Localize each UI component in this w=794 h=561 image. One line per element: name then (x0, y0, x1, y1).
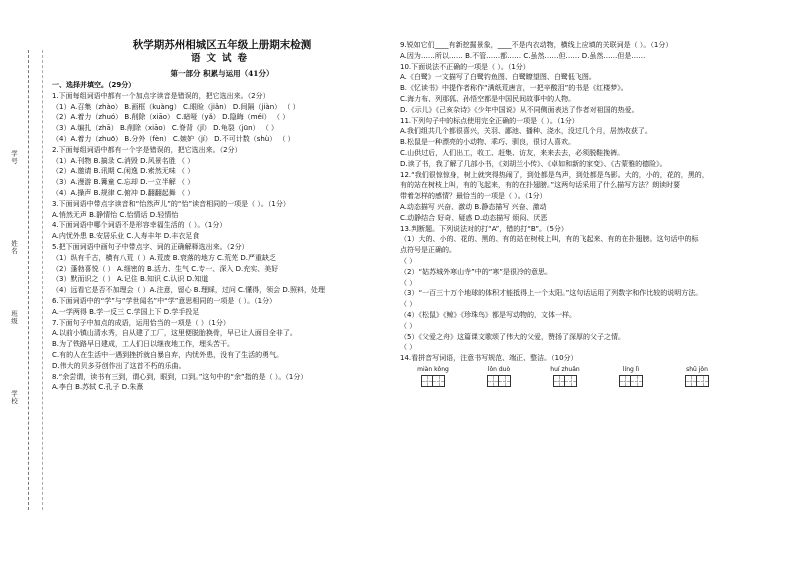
class-label: 班级 (10, 310, 18, 325)
question-line: C.有的人在生活中一遇到挫折就自暴自弃，内忧外患，没有了生活的勇气。 (52, 350, 284, 359)
question-line: （1）A.召集（zhào） B.画框（kuàng） C.眼睑（jiǎn） D.间隔（jiàn） （ ） (52, 102, 300, 111)
question-line: （ ） (400, 278, 417, 287)
writing-box[interactable] (631, 375, 643, 387)
question-line: （ ） (400, 300, 417, 309)
writing-box[interactable] (685, 375, 697, 387)
exam-subtitle: 语文试卷 (190, 53, 253, 64)
pinyin-label: líng lì (622, 365, 640, 373)
question-line: （3）“一百三十万个地球的体积才能抵得上一个太阳。”这句话运用了列数字和作比较的说明方法。 (400, 289, 703, 298)
question-line: 5.把下面词语中画句子中带点字、词的正确解释选出来。（2分） (52, 242, 249, 251)
pinyin-item (466, 366, 532, 387)
question-line: （ ） (400, 321, 417, 330)
question-line: B.《忆读书》中提作者称作“满纸荒唐言，一把辛酸泪”的书是《红楼梦》。 (400, 84, 628, 93)
question-line: D.读了书，我了解了几部小书，《刘胡兰小传》、《卓如和新的家变》、《古蒙雅的德险》。 (400, 159, 667, 168)
question-line: 一、选择并填空。（29分） (52, 81, 136, 89)
writing-grid (532, 375, 598, 387)
binding-line (28, 50, 29, 510)
question-line: B.为了铁路早日建成，工人们日以继夜地工作，埋头苦干。 (52, 340, 235, 349)
writing-box[interactable] (697, 375, 709, 387)
question-line: （2）蓬勃喜悦（ ） A.细密的 B.活力、生气 C.专一、深入 D.充实、美好 (52, 264, 279, 273)
question-line: （3）A.漫游 B.篝童 C.忘却 D.一立半解 （ ） (52, 178, 195, 187)
question-line: 4.下面词语中哪个词语不是形容幸福生活的（ ）。（1分） (52, 221, 227, 230)
left-column (52, 36, 392, 393)
student-number-label: 学号 (10, 150, 18, 165)
question-line: 11.下列句子中的标点使用完全正确的一项是（ ）。（1分） (400, 116, 579, 125)
school-label: 学校 (10, 390, 18, 405)
question-line: （2）A.着力（zhuó） B.削除（xiāo） C.暗哑（yǎ） D.隐晦（méi） （ ） (52, 113, 290, 122)
question-line: C.动静结合 好奇、疑惑 D.动态描写 烦闷、厌恶 (400, 213, 548, 222)
pinyin-item (400, 366, 466, 387)
right-column (400, 40, 785, 387)
question-line: 7.下面句子中加点的成语，运用恰当的一项是（ ）（1分） (52, 318, 230, 327)
question-line: （3）默而识之（ ） A.记住 B.知识 C.认识 D.知道 (52, 275, 209, 284)
question-line: D.《示儿》《己亥杂诗》《少年中国说》从不同侧面表达了作者对祖国的热爱。 (400, 105, 639, 114)
pinyin-item (664, 366, 730, 387)
question-line: （4）A.着力（zhuō） B.分外（fèn） C.嫉妒（jí） D.不可计数（shù） （ ） (52, 134, 295, 143)
question-line: 12.“我们很惊惊身，树上就突得热闹了，到处都是鸟声，到处都是鸟影。大的，小的，花的，黑的， (400, 170, 709, 179)
question-line: 1.下面每组词语中都有一个加点字读音是错误的，把它选出来。（2分） (52, 91, 270, 100)
question-line: A.因为……所以…… B.不管……都…… C.虽然……但…… D.虽然……但是…… (400, 51, 646, 60)
question-line: 带着怎样的感情？最恰当的一项是（ ）。（1分） (400, 192, 547, 201)
question-line: （ ） (400, 256, 417, 265)
question-line: 8.“余尝谓，读书有三到，谓心到，眼到，口到。”这句中的“余”指的是（ ）。（1分） (52, 372, 308, 381)
right-questions (400, 40, 785, 364)
question-line: 10.下面说法不正确的一项是（ ）。（1分） (400, 62, 530, 71)
writing-box[interactable] (499, 375, 511, 387)
question-line: A.内忧外患 B.安居乐业 C.人寿丰年 D.丰衣足食 (52, 232, 200, 241)
question-line: 有的站在树枝上叫，有的飞起来，有的在扑翅膀。”这两句话采用了什么描写方法？朗读时要 (400, 181, 681, 190)
writing-box[interactable] (619, 375, 631, 387)
question-line: A.我们组共几个都很喜兴，关羽、鄙池、播种、浇水，没过几个月，居然收获了。 (400, 127, 652, 136)
question-line: A.以前小镇山清水秀，自从建了工厂，这里便脱胎换骨，早已让人面目全非了。 (52, 329, 297, 338)
writing-box[interactable] (487, 375, 499, 387)
question-line: 14.看拼音写词语，注意书写规范、端正、整洁。（10分） (400, 354, 578, 363)
left-questions (52, 80, 392, 393)
question-line: （1）A.刊物 B.搞录 C.消毁 D.风景名胜 （ ） (52, 156, 195, 165)
question-line: （1）大的、小的、花的、黑的、有的站在树枝上叫，有的飞起来、有的在扑翅膀。这句话中的标 (400, 235, 699, 244)
pinyin-label: huí zhuǎn (550, 365, 580, 373)
question-line: 13.判断题。下列说法对的打“A”，错的打“B”。（5分） (400, 224, 568, 233)
question-line: （2）A.邀请 B.讯期 C.闲逸 D.索然无味 （ ） (52, 167, 195, 176)
writing-box[interactable] (433, 375, 445, 387)
question-line: （3）A.编扎（zhā） B.削除（xiāo） C.脊背（jǐ） D.龟裂（jūn） （ ） (52, 124, 278, 133)
question-line: （2）“姑苏城外寒山寺”中的“寒”是很冷的意思。 (400, 267, 552, 276)
question-line: 9.锐如它们____有新挖掘景象，____不是内衣动物，横线上应填的关联词是（ ）。（1分） (400, 41, 673, 49)
question-line: A.动态描写 兴奋、激动 B.静态描写 兴奋、激动 (400, 202, 547, 211)
name-label: 姓名 (10, 240, 18, 255)
writing-box[interactable] (565, 375, 577, 387)
pinyin-item (598, 366, 664, 387)
writing-grid (598, 375, 664, 387)
question-line: 6.下面词语中的“学”与“学世闻名”中“学”意思相同的一项是（ ）。（1分） (52, 296, 277, 305)
binding-line-inner (42, 50, 43, 510)
writing-box[interactable] (553, 375, 565, 387)
writing-grid (664, 375, 730, 387)
question-line: （1）纵有千古，横有八荒（ ）A.荒废 B.衰落的地方 C.荒芜 D.严重缺乏 (52, 253, 276, 262)
question-line: A.《白鹭》一文描写了白鹭钓鱼图、白鹭瞭望图、白鹭低飞图。 (400, 73, 596, 82)
question-line: 3.下面词语中带点字读音和“怡然声儿”的“怡”读音相同的一项是（ ）。（1分） (52, 199, 290, 208)
question-line: （5）《父爱之舟》这篇课文歌颂了伟大的父爱，赞扬了深厚的父子之情。 (400, 332, 625, 341)
question-line: C.海力布、列那狐、孙悟空都是中国民间故事中的人物。 (400, 94, 576, 103)
question-line: B.松鼠是一种漂亮的小动物、乖巧、驯良，很讨人喜欢。 (400, 138, 576, 147)
part-heading: 第一部分 积累与运用（41分） (170, 69, 274, 78)
question-line: C.山供过后，人们出工，收工、赶集、访友，来来去去，必须脱鞋挽裤。 (400, 148, 625, 157)
question-line: （4）A.操声 B.规律 C.俯冲 D.翻翻起舞 （ ） (52, 188, 195, 197)
pinyin-label: shū jǒn (686, 365, 708, 373)
writing-grid (466, 375, 532, 387)
question-line: 2.下面每组词语中都有一个字是错误的，把它选出来。（2分） (52, 145, 242, 154)
pinyin-writing-row (400, 366, 785, 387)
writing-grid (400, 375, 466, 387)
exam-title: 秋学期苏州相城区五年级上册期末检测 (132, 39, 312, 51)
pinyin-label: miàn kǒng (417, 365, 449, 373)
question-line: 点符号是正确的。 (400, 246, 456, 255)
question-line: （4）远看它是否不加理会（ ）A.注意，留心 B.理睬，过问 C.懂得，领会 D.照料，处理 (52, 286, 325, 295)
writing-box[interactable] (421, 375, 433, 387)
pinyin-item (532, 366, 598, 387)
question-line: （4）《松鼠》《鲸》《珍珠鸟》都是写动物的，文体一样。 (400, 310, 576, 319)
pinyin-label: lǒn duò (487, 365, 511, 373)
question-line: D.伟大的贝多芬创作出了这首不朽的乐曲。 (52, 361, 186, 370)
question-line: A.李白 B.苏轼 C.孔子 D.朱熹 (52, 383, 144, 392)
question-line: A.一学两得 B.学一反三 C.学国上下 D.学手投足 (52, 307, 200, 316)
question-line: A.悄然无声 B.静情怡 C.怡情话 D.轻情怡 (52, 210, 179, 219)
question-line: （ ） (400, 343, 417, 352)
